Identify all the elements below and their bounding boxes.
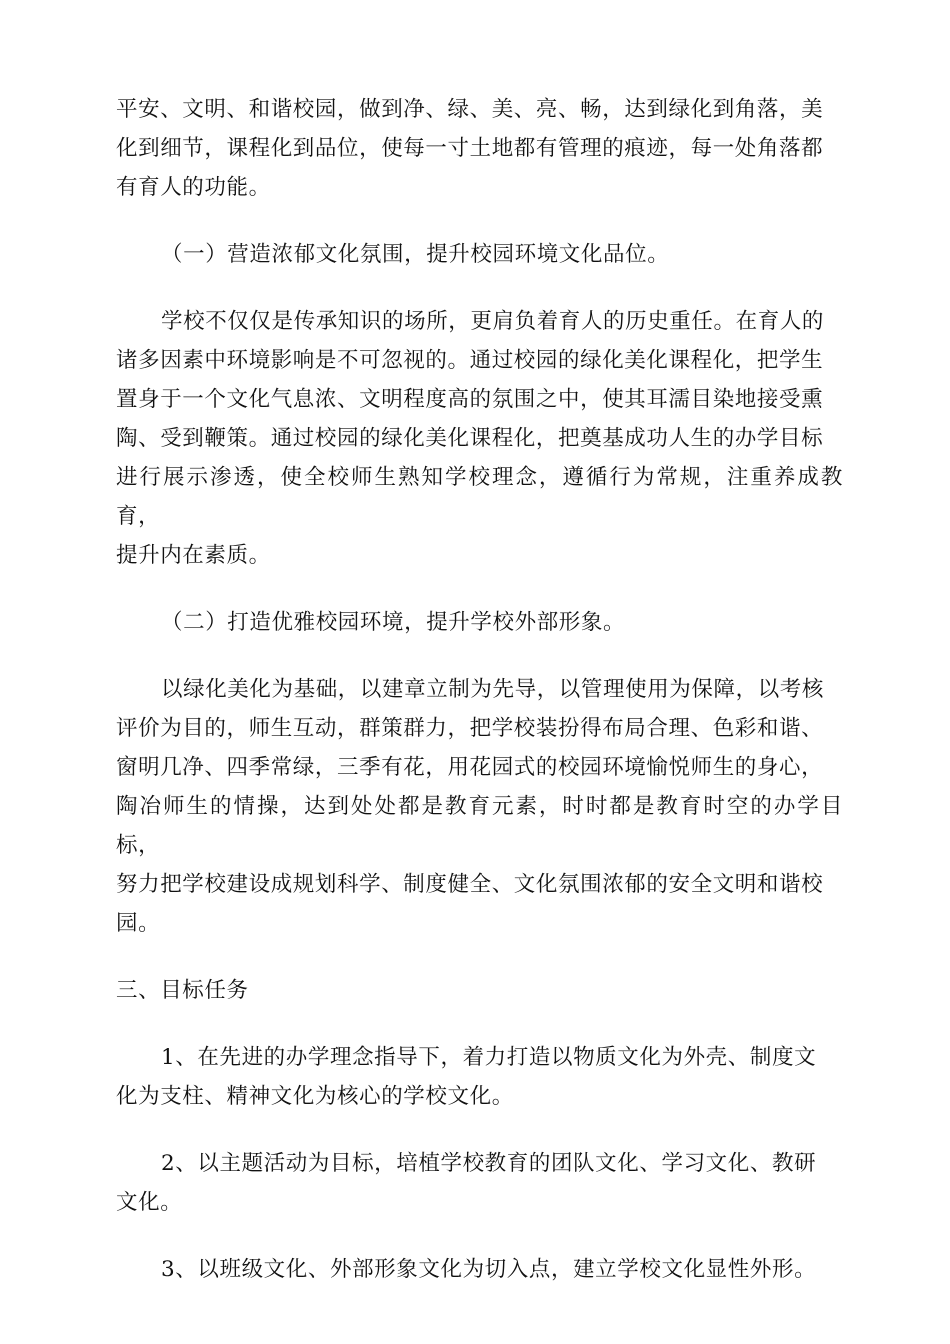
list-item-goal-1 — [116, 1038, 843, 1116]
paragraph-school-role — [116, 302, 843, 575]
text-line: 以绿化美化为基础，以建章立制为先导，以管理使用为保障，以考核 — [161, 677, 825, 702]
list-item-goal-3: 3、以班级文化、外部形象文化为切入点，建立学校文化显性外形。 — [161, 1257, 817, 1282]
text-line: 园。 — [116, 911, 161, 936]
text-line: 文化。 — [116, 1190, 183, 1215]
document-body — [116, 90, 843, 1317]
text-line: 1、在先进的办学理念指导下，着力打造以物质文化为外壳、制度文 — [161, 1045, 817, 1070]
text-line: 陶冶师生的情操，达到处处都是教育元素，时时都是教育时空的办学目标， — [116, 794, 843, 858]
text-line: 平安、文明、和谐校园，做到净、绿、美、亮、畅，达到绿化到角落，美 — [116, 97, 824, 122]
text-line: 提升内在素质。 — [116, 543, 271, 568]
text-line: 进行展示渗透，使全校师生熟知学校理念，遵循行为常规，注重养成教育， — [116, 465, 843, 529]
list-item-goal-2 — [116, 1144, 843, 1222]
text-line: 化到细节，课程化到品位，使每一寸土地都有管理的痕迹，每一处角落都 — [116, 136, 824, 161]
text-line: 化为支柱、精神文化为核心的学校文化。 — [116, 1084, 514, 1109]
text-line: 诸多因素中环境影响是不可忽视的。通过校园的绿化美化课程化，把学生 — [116, 348, 824, 373]
subheading-culture-atmosphere: （一）营造浓郁文化氛围，提升校园环境文化品位。 — [161, 242, 670, 267]
paragraph-greening — [116, 670, 843, 943]
paragraph-campus-goal — [116, 90, 843, 207]
section-heading-goals: 三、目标任务 — [116, 978, 249, 1003]
text-line: 评价为目的，师生互动，群策群力，把学校装扮得布局合理、色彩和谐、 — [116, 716, 824, 741]
text-line: 学校不仅仅是传承知识的场所，更肩负着育人的历史重任。在育人的 — [161, 309, 825, 334]
text-line: 2、以主题活动为目标，培植学校教育的团队文化、学习文化、教研 — [161, 1151, 817, 1176]
subheading-campus-environment: （二）打造优雅校园环境，提升学校外部形象。 — [161, 610, 626, 635]
text-line: 努力把学校建设成规划科学、制度健全、文化氛围浓郁的安全文明和谐校 — [116, 872, 824, 897]
text-line: 陶、受到鞭策。通过校园的绿化美化课程化，把奠基成功人生的办学目标 — [116, 426, 824, 451]
text-line: 窗明几净、四季常绿，三季有花，用花园式的校园环境愉悦师生的身心， — [116, 755, 824, 780]
text-line: 置身于一个文化气息浓、文明程度高的氛围之中，使其耳濡目染地接受熏 — [116, 387, 824, 412]
text-line: 有育人的功能。 — [116, 175, 271, 200]
